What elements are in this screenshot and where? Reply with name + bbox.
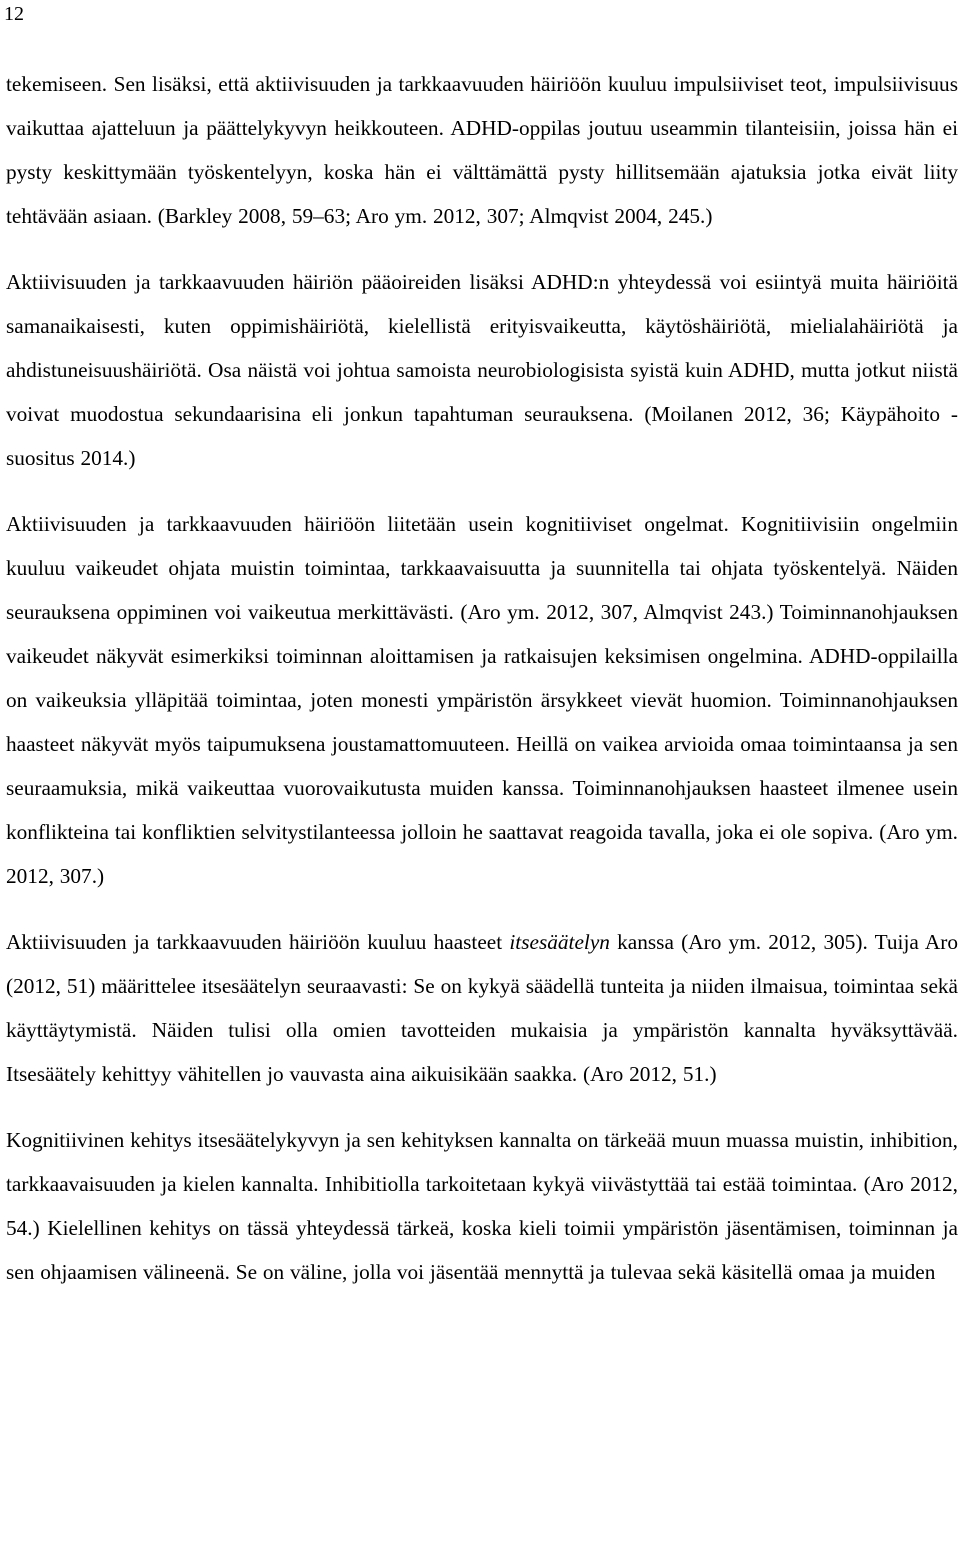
self-regulation-text-start: Aktiivisuuden ja tarkkaavuuden häiriöön kuuluu haasteet [6, 930, 510, 954]
self-regulation-text-end: kanssa (Aro ym. 2012, 305). Tuija Aro (2012, 51) määrittelee itsesäätelyn seuraavasti: Se on kykyä säädellä tunteita ja niiden ilmaisua, toimintaa sekä käyttäytymistä. Näiden tulisi olla omien tavotteiden mukaisia ja ympäristön kannalta hyväksyttävää. Itsesäätely kehittyy vähitellen jo vauvasta aina aikuisikään saakka. (Aro 2012, 51.) [6, 930, 958, 1086]
paragraph-cognitive-problems: Aktiivisuuden ja tarkkaavuuden häiriöön liitetään usein kognitiiviset ongelmat. Kognitiivisiin ongelmiin kuuluu vaikeudet ohjata muistin toimintaa, tarkkaavaisuutta ja suunnitella tai ohjata työskentelyä. Näiden seurauksena oppiminen voi vaikeutua merkittävästi. (Aro ym. 2012, 307, Almqvist 243.) Toiminnanohjauksen vaikeudet näkyvät esimerkiksi toiminnan aloittamisen ja ratkaisujen keksimisen ongelmina. ADHD-oppilailla on vaikeuksia ylläpitää toimintaa, joten monesti ympäristön ärsykkeet vievät huomion. Toiminnanohjauksen haasteet näkyvät myös taipumuksena joustamattomuuteen. Heillä on vaikea arvioida omaa toimintaansa ja sen seuraamuksia, mikä vaikeuttaa vuorovaikutusta muiden kanssa. Toiminnanohjauksen haasteet ilmenee usein konflikteina tai konfliktien selvitystilanteessa jolloin he saattavat reagoida tavalla, joka ei ole sopiva. (Aro ym. 2012, 307.) [6, 512, 958, 888]
paragraph-comorbidity: Aktiivisuuden ja tarkkaavuuden häiriön pääoireiden lisäksi ADHD:n yhteydessä voi esiintyä muita häiriöitä samanaikaisesti, kuten oppimishäiriötä, kielellistä erityisvaikeutta, käytöshäiriötä, mielialahäiriötä ja ahdistuneisuushäiriötä. Osa näistä voi johtua samoista neurobiologisista syistä kuin ADHD, mutta jotkut niistä voivat muodostua sekundaarisina eli jonkun tapahtuman seurauksena. (Moilanen 2012, 36; Käypähoito -suositus 2014.) [6, 270, 958, 470]
paragraph-self-regulation [6, 920, 958, 1096]
paragraph-cognitive-development: Kognitiivinen kehitys itsesäätelykyvyn ja sen kehityksen kannalta on tärkeää muun muassa muistin, inhibition, tarkkaavaisuuden ja kielen kannalta. Inhibitiolla tarkoitetaan kykyä viivästyttää tai estää toimintaa. (Aro 2012, 54.) Kielellinen kehitys on tässä yhteydessä tärkeä, koska kieli toimii ympäristön jäsentämisen, toiminnan ja sen ohjaamisen välineenä. Se on väline, jolla voi jäsentää mennyttä ja tulevaa sekä käsitellä omaa ja muiden [6, 1128, 958, 1284]
document-body [6, 62, 958, 1316]
page-number: 12 [4, 3, 24, 25]
self-regulation-emphasis: itsesäätelyn [509, 930, 610, 954]
paragraph-impulsivity: tekemiseen. Sen lisäksi, että aktiivisuuden ja tarkkaavuuden häiriöön kuuluu impulsiiviset teot, impulsiivisuus vaikuttaa ajatteluun ja päättelykyvyn heikkouteen. ADHD-oppilas joutuu useammin tilanteisiin, joissa hän ei pysty keskittymään työskentelyyn, koska hän ei välttämättä pysty hillitsemään ajatuksia jotka eivät liity tehtävään asiaan. (Barkley 2008, 59–63; Aro ym. 2012, 307; Almqvist 2004, 245.) [6, 72, 958, 228]
